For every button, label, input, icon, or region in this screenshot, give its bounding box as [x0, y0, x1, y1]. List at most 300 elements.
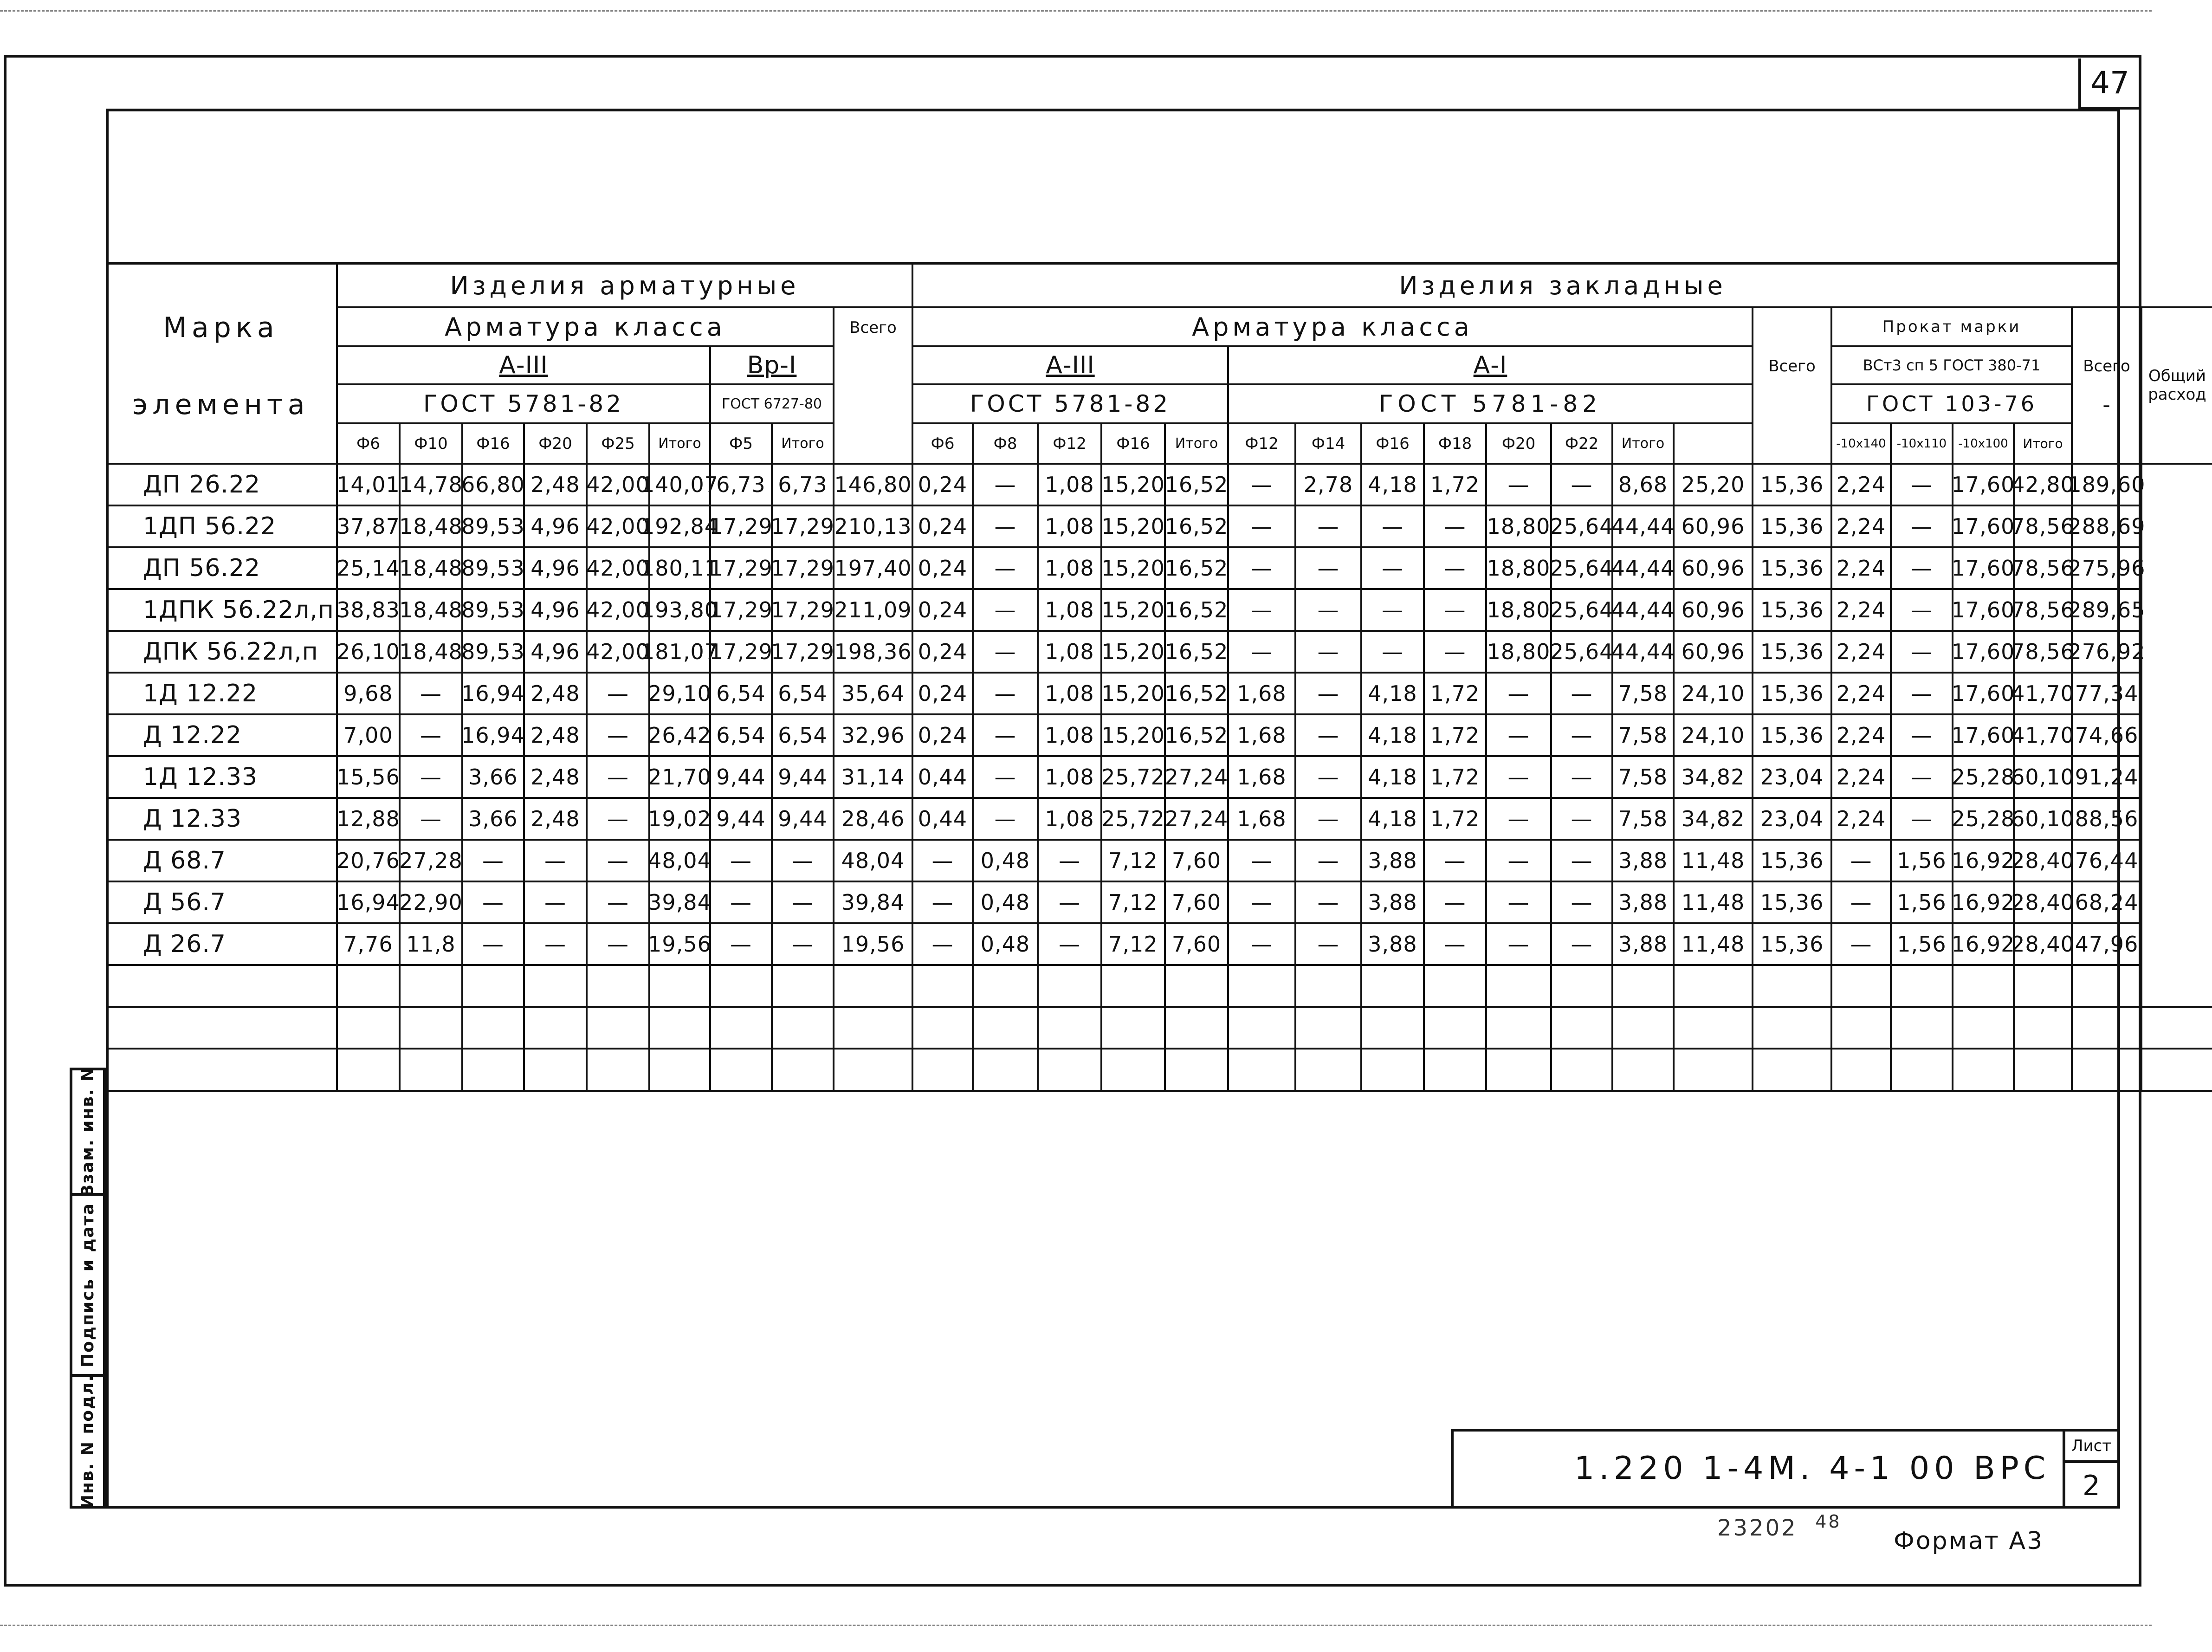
table-cell: 1,08 [1039, 674, 1102, 715]
table-cell: 44,44 [1613, 590, 1675, 632]
table-cell: 9,44 [773, 757, 834, 799]
header-marka-top [106, 265, 338, 308]
table-cell: 21,70 [650, 757, 711, 799]
table-cell: — [1552, 924, 1613, 966]
table-cell: 60,96 [1675, 632, 1753, 674]
table-cell: 29,10 [650, 674, 711, 715]
format-label: Формат А3 [1894, 1527, 2044, 1555]
table-cell: 11,8 [401, 924, 463, 966]
empty-cell [1166, 1050, 1229, 1092]
table-cell: 17,60 [1953, 506, 2015, 548]
empty-cell [1613, 1008, 1675, 1050]
table-cell: 0,24 [913, 590, 974, 632]
col-a1-f18: Ф18 [1425, 424, 1487, 465]
table-cell: 1,72 [1425, 715, 1487, 757]
table-cell: 7,00 [338, 715, 401, 757]
table-cell: 25,64 [1552, 632, 1613, 674]
col-prokat-10x110: -10x110 [1892, 424, 1953, 465]
table-cell: 18,48 [401, 632, 463, 674]
table-cell: 2,24 [1832, 715, 1892, 757]
side-podpis [72, 1196, 103, 1377]
header-obshiy: Общий [2148, 367, 2206, 385]
table-cell: — [1892, 799, 1953, 841]
table-cell: — [711, 882, 773, 924]
table-cell: 74,66 [2073, 715, 2142, 757]
table-cell: — [1229, 882, 1296, 924]
table-cell: 77,34 [2073, 674, 2142, 715]
empty-cell [1552, 1050, 1613, 1092]
table-cell: — [463, 882, 525, 924]
table-cell: 7,12 [1102, 924, 1166, 966]
table-cell: 7,76 [338, 924, 401, 966]
table-cell: 210,13 [834, 506, 913, 548]
table-cell: — [1552, 715, 1613, 757]
empty-cell [650, 966, 711, 1008]
table-cell: 2,24 [1832, 506, 1892, 548]
title-block [1451, 1429, 2120, 1509]
table-cell: — [1832, 882, 1892, 924]
empty-cell [2073, 966, 2142, 1008]
empty-cell [525, 1050, 588, 1092]
table-cell: 1,72 [1425, 465, 1487, 506]
table-cell: — [1229, 590, 1296, 632]
col-a1-f20: Ф20 [1487, 424, 1552, 465]
table-cell: 18,48 [401, 590, 463, 632]
table-cell: 1,72 [1425, 799, 1487, 841]
empty-cell [974, 966, 1039, 1008]
table-cell: 1,08 [1039, 715, 1102, 757]
col-a3-f20: Ф20 [525, 424, 588, 465]
col-vr-itogo: Итого [773, 424, 834, 465]
table-cell: 1,68 [1229, 674, 1296, 715]
empty-cell [1892, 1050, 1953, 1092]
table-cell: 2,24 [1832, 590, 1892, 632]
table-cell: 20,76 [338, 841, 401, 882]
table-cell: 11,48 [1675, 882, 1753, 924]
table-cell: — [1039, 841, 1102, 882]
header-vsego-1-low [834, 385, 913, 424]
empty-cell [1039, 1050, 1102, 1092]
empty-cell [1102, 1050, 1166, 1092]
table-cell: 28,40 [2015, 882, 2073, 924]
col-a3-f10: Ф10 [401, 424, 463, 465]
scan-edge-bottom [0, 1625, 2152, 1626]
table-cell: 193,80 [650, 590, 711, 632]
table-cell: — [1362, 590, 1425, 632]
col-a1-f22: Ф22 [1552, 424, 1613, 465]
table-cell: 27,24 [1166, 757, 1229, 799]
table-cell: 0,48 [974, 841, 1039, 882]
header-gost-arm-2: ГОСТ 5781-82 [913, 385, 1229, 424]
table-cell: 89,53 [463, 548, 525, 590]
empty-cell [834, 1050, 913, 1092]
page-number: 47 [2078, 58, 2139, 110]
table-cell: 17,60 [1953, 715, 2015, 757]
header-marka-mid [106, 347, 338, 385]
empty-cell [1102, 1008, 1166, 1050]
table-cell: — [1487, 841, 1552, 882]
table-cell: 16,92 [1953, 882, 2015, 924]
table-cell: 4,18 [1362, 799, 1425, 841]
table-cell: — [588, 674, 650, 715]
table-cell: — [1425, 924, 1487, 966]
table-cell: 146,80 [834, 465, 913, 506]
table-cell: 1,56 [1892, 882, 1953, 924]
table-cell: 42,00 [588, 548, 650, 590]
table-cell: 4,96 [525, 590, 588, 632]
table-cell: — [588, 799, 650, 841]
empty-cell [401, 1050, 463, 1092]
empty-cell [1425, 1050, 1487, 1092]
col-z-a3-f12: Ф12 [1039, 424, 1102, 465]
table-cell: 1,72 [1425, 757, 1487, 799]
table-cell: 42,00 [588, 465, 650, 506]
table-cell: 16,52 [1166, 590, 1229, 632]
empty-cell [1039, 966, 1102, 1008]
empty-cell [1362, 1050, 1425, 1092]
table-cell: 1,08 [1039, 465, 1102, 506]
empty-cell [2015, 966, 2073, 1008]
table-cell: 2,24 [1832, 465, 1892, 506]
table-cell: 44,44 [1613, 632, 1675, 674]
table-cell: 15,36 [1753, 548, 1832, 590]
empty-cell [1675, 1050, 1753, 1092]
empty-cell [1166, 1008, 1229, 1050]
table-cell: 25,28 [1953, 799, 2015, 841]
empty-cell [1753, 1008, 1832, 1050]
table-cell: 16,52 [1166, 715, 1229, 757]
table-cell: — [1487, 799, 1552, 841]
empty-cell [338, 1050, 401, 1092]
col-a1-itogo: Итого [1613, 424, 1675, 465]
header-gost-arm-3: ГОСТ 5781-82 [1229, 385, 1753, 424]
sheet-number: 2 [2082, 1470, 2101, 1502]
empty-cell [1552, 966, 1613, 1008]
col-prokat-10x100: -10x100 [1953, 424, 2015, 465]
table-cell: 25,72 [1102, 757, 1166, 799]
table-cell: 17,29 [711, 590, 773, 632]
table-cell: 60,96 [1675, 506, 1753, 548]
table-cell: — [1892, 632, 1953, 674]
table-cell: 25,28 [1953, 757, 2015, 799]
table-cell: — [913, 882, 974, 924]
table-cell: 4,18 [1362, 674, 1425, 715]
table-cell: — [1229, 548, 1296, 590]
table-cell: 6,54 [711, 715, 773, 757]
row-mark-cell: 1Д 12.22 [106, 674, 338, 715]
table-cell: 24,10 [1675, 674, 1753, 715]
table-cell: 17,29 [773, 590, 834, 632]
table-cell: — [401, 757, 463, 799]
header-gost-arm-1: ГОСТ 5781-82 [338, 385, 711, 424]
table-cell: — [1296, 632, 1362, 674]
table-cell: — [1552, 757, 1613, 799]
document-code: 1.220 1-4М. 4-1 00 ВРС [1574, 1450, 2050, 1487]
empty-cell [106, 966, 338, 1008]
col-a3-f6: Ф6 [338, 424, 401, 465]
table-cell: 41,70 [2015, 715, 2073, 757]
col-a3-itogo: Итого [650, 424, 711, 465]
table-cell: 91,24 [2073, 757, 2142, 799]
col-vsego-1 [834, 424, 913, 465]
header-vsego-2: Всего [1753, 347, 1832, 385]
table-cell: — [1552, 465, 1613, 506]
empty-cell [1296, 1050, 1362, 1092]
table-cell: 0,24 [913, 506, 974, 548]
table-cell: — [588, 924, 650, 966]
col-z-a3-f16: Ф16 [1102, 424, 1166, 465]
col-z-a3-f8: Ф8 [974, 424, 1039, 465]
empty-cell [1102, 966, 1166, 1008]
table-cell: 37,87 [338, 506, 401, 548]
table-cell: 192,84 [650, 506, 711, 548]
table-cell: 1,08 [1039, 632, 1102, 674]
table-cell: — [463, 841, 525, 882]
table-cell: 78,56 [2015, 632, 2073, 674]
table-cell: 2,24 [1832, 548, 1892, 590]
empty-cell [1613, 966, 1675, 1008]
col-vsego-2 [1753, 424, 1832, 465]
header-vsego-3-top [2073, 308, 2142, 347]
row-mark-cell: Д 68.7 [106, 841, 338, 882]
table-cell: — [1296, 841, 1362, 882]
table-cell: 24,10 [1675, 715, 1753, 757]
table-cell: — [1892, 465, 1953, 506]
table-cell: 17,29 [711, 632, 773, 674]
table-cell: — [1296, 674, 1362, 715]
table-cell: 180,11 [650, 548, 711, 590]
table-cell: 47,96 [2073, 924, 2142, 966]
table-cell: 189,60 [2073, 465, 2142, 506]
table-cell: — [401, 799, 463, 841]
table-cell: — [1832, 924, 1892, 966]
inventory-number-2: 48 [1815, 1511, 1842, 1532]
table-cell: 0,48 [974, 882, 1039, 924]
side-vzam-inv-text: Взам. инв. N [78, 1066, 97, 1197]
empty-cell [711, 966, 773, 1008]
empty-cell [588, 1008, 650, 1050]
table-cell: 6,54 [711, 674, 773, 715]
table-cell: 28,40 [2015, 841, 2073, 882]
table-cell: — [525, 841, 588, 882]
empty-cell [1487, 1008, 1552, 1050]
table-cell: 15,36 [1753, 590, 1832, 632]
side-inv-podl [72, 1374, 103, 1509]
table-cell: — [401, 674, 463, 715]
empty-cell [974, 1050, 1039, 1092]
empty-cell [834, 966, 913, 1008]
table-cell: 78,56 [2015, 506, 2073, 548]
table-cell: 18,48 [401, 506, 463, 548]
table-cell: 3,88 [1362, 924, 1425, 966]
empty-cell [1296, 1008, 1362, 1050]
inventory-number [1717, 1511, 1842, 1541]
table-cell: 4,18 [1362, 715, 1425, 757]
empty-cell [2142, 1008, 2212, 1050]
sheet-box [2063, 1432, 2117, 1509]
table-cell: 18,80 [1487, 506, 1552, 548]
table-cell: — [1552, 674, 1613, 715]
table-cell: 25,64 [1552, 590, 1613, 632]
empty-cell [1166, 966, 1229, 1008]
empty-cell [401, 966, 463, 1008]
empty-cell [773, 1050, 834, 1092]
empty-cell [2142, 1050, 2212, 1092]
table-cell: 9,44 [711, 757, 773, 799]
table-cell: 2,24 [1832, 757, 1892, 799]
empty-cell [1892, 966, 1953, 1008]
col-prokat-10x140: -10x140 [1832, 424, 1892, 465]
header-class-a3-1 [338, 347, 711, 385]
table-cell: 17,60 [1953, 632, 2015, 674]
table-cell: 16,52 [1166, 674, 1229, 715]
table-cell: — [1892, 757, 1953, 799]
empty-cell [1425, 1008, 1487, 1050]
table-cell: 1,68 [1229, 757, 1296, 799]
empty-cell [913, 1008, 974, 1050]
table-cell: — [1296, 757, 1362, 799]
table-cell: — [1229, 841, 1296, 882]
empty-cell [1832, 966, 1892, 1008]
header-izdelia-zakladnye: Изделия закладные [913, 265, 2212, 308]
table-cell: 289,65 [2073, 590, 2142, 632]
table-cell: 19,56 [834, 924, 913, 966]
table-cell: 1,56 [1892, 924, 1953, 966]
table-cell: 42,80 [2015, 465, 2073, 506]
table-cell: 32,96 [834, 715, 913, 757]
table-cell: 12,88 [338, 799, 401, 841]
table-cell: 9,68 [338, 674, 401, 715]
table-cell: 17,29 [773, 506, 834, 548]
empty-cell [338, 1008, 401, 1050]
table-cell: 0,24 [913, 548, 974, 590]
table-cell: 16,94 [463, 674, 525, 715]
row-mark-cell: Д 12.22 [106, 715, 338, 757]
table-cell: — [463, 924, 525, 966]
table-cell: — [711, 924, 773, 966]
col-a1-f12: Ф12 [1229, 424, 1296, 465]
table-cell: — [588, 715, 650, 757]
table-cell: 19,56 [650, 924, 711, 966]
table-cell: 16,52 [1166, 632, 1229, 674]
table-cell: — [1892, 590, 1953, 632]
table-cell: 39,84 [650, 882, 711, 924]
table-cell: — [711, 841, 773, 882]
col-a1-f14: Ф14 [1296, 424, 1362, 465]
table-cell: 28,40 [2015, 924, 2073, 966]
table-cell: 18,80 [1487, 590, 1552, 632]
table-cell: 3,88 [1613, 882, 1675, 924]
table-cell: — [1425, 882, 1487, 924]
empty-cell [834, 1008, 913, 1050]
table-cell: — [1425, 590, 1487, 632]
table-cell: 0,44 [913, 799, 974, 841]
header-vsego-1-mid [834, 347, 913, 385]
table-cell: 27,28 [401, 841, 463, 882]
table-cell: 7,60 [1166, 841, 1229, 882]
table-cell: 17,29 [711, 548, 773, 590]
empty-cell [1229, 1050, 1296, 1092]
table-cell: 0,48 [974, 924, 1039, 966]
table-cell: — [974, 632, 1039, 674]
table-cell: — [1425, 841, 1487, 882]
table-cell: — [1296, 590, 1362, 632]
empty-cell [1953, 966, 2015, 1008]
table-cell: — [1552, 882, 1613, 924]
table-cell: 15,36 [1753, 841, 1832, 882]
table-cell: 38,83 [338, 590, 401, 632]
empty-cell [1296, 966, 1362, 1008]
table-cell: 15,36 [1753, 632, 1832, 674]
table-cell: 76,44 [2073, 841, 2142, 882]
table-cell: 16,52 [1166, 506, 1229, 548]
empty-cell [913, 1050, 974, 1092]
table-cell: 78,56 [2015, 590, 2073, 632]
empty-cell [588, 1050, 650, 1092]
side-inv-podl-text: Инв. N подл. [78, 1374, 97, 1509]
table-cell: 275,96 [2073, 548, 2142, 590]
table-cell: 15,20 [1102, 674, 1166, 715]
table-cell: 4,96 [525, 632, 588, 674]
col-vr-f5: Ф5 [711, 424, 773, 465]
empty-cell [1229, 966, 1296, 1008]
table-cell: 23,04 [1753, 799, 1832, 841]
table-cell: — [1296, 799, 1362, 841]
empty-cell [1832, 1050, 1892, 1092]
table-cell: 7,58 [1613, 715, 1675, 757]
empty-cell [2142, 966, 2212, 1008]
table-cell: 16,52 [1166, 548, 1229, 590]
col-z-a3-f6: Ф6 [913, 424, 974, 465]
table-cell: — [1892, 548, 1953, 590]
table-cell: 2,48 [525, 715, 588, 757]
table-cell: — [1832, 841, 1892, 882]
header-armatura-klassa-2: Арматура класса [913, 308, 1753, 347]
empty-cell [463, 966, 525, 1008]
row-mark-cell: Д 26.7 [106, 924, 338, 966]
header-gost-vr: ГОСТ 6727-80 [711, 385, 834, 424]
table-cell: 7,12 [1102, 882, 1166, 924]
table-cell: 7,58 [1613, 757, 1675, 799]
table-cell: 60,96 [1675, 548, 1753, 590]
header-marka-bottom [106, 424, 338, 465]
table-cell: — [1296, 548, 1362, 590]
table-cell: 2,48 [525, 674, 588, 715]
table-cell: 15,36 [1753, 882, 1832, 924]
empty-cell [974, 1008, 1039, 1050]
table-cell: 25,64 [1552, 548, 1613, 590]
table-cell: — [913, 924, 974, 966]
table-cell: 60,96 [1675, 590, 1753, 632]
header-izdelia-armaturnye: Изделия арматурные [338, 265, 913, 308]
table-cell: — [1362, 632, 1425, 674]
table-cell: 211,09 [834, 590, 913, 632]
table-cell: 14,78 [401, 465, 463, 506]
table-cell: 15,56 [338, 757, 401, 799]
table-cell: 16,94 [463, 715, 525, 757]
header-class-a3-2-text: А-III [1046, 351, 1095, 379]
table-cell: — [1039, 924, 1102, 966]
table-cell: 17,29 [773, 632, 834, 674]
row-mark-cell: ДП 56.22 [106, 548, 338, 590]
header-vsego-3: Всего [2073, 347, 2142, 385]
table-cell: 2,48 [525, 799, 588, 841]
header-class-a1-text: А-I [1473, 351, 1507, 379]
table-cell: 4,96 [525, 506, 588, 548]
empty-cell [463, 1050, 525, 1092]
table-cell: — [1487, 715, 1552, 757]
col-a1-f16: Ф16 [1362, 424, 1425, 465]
